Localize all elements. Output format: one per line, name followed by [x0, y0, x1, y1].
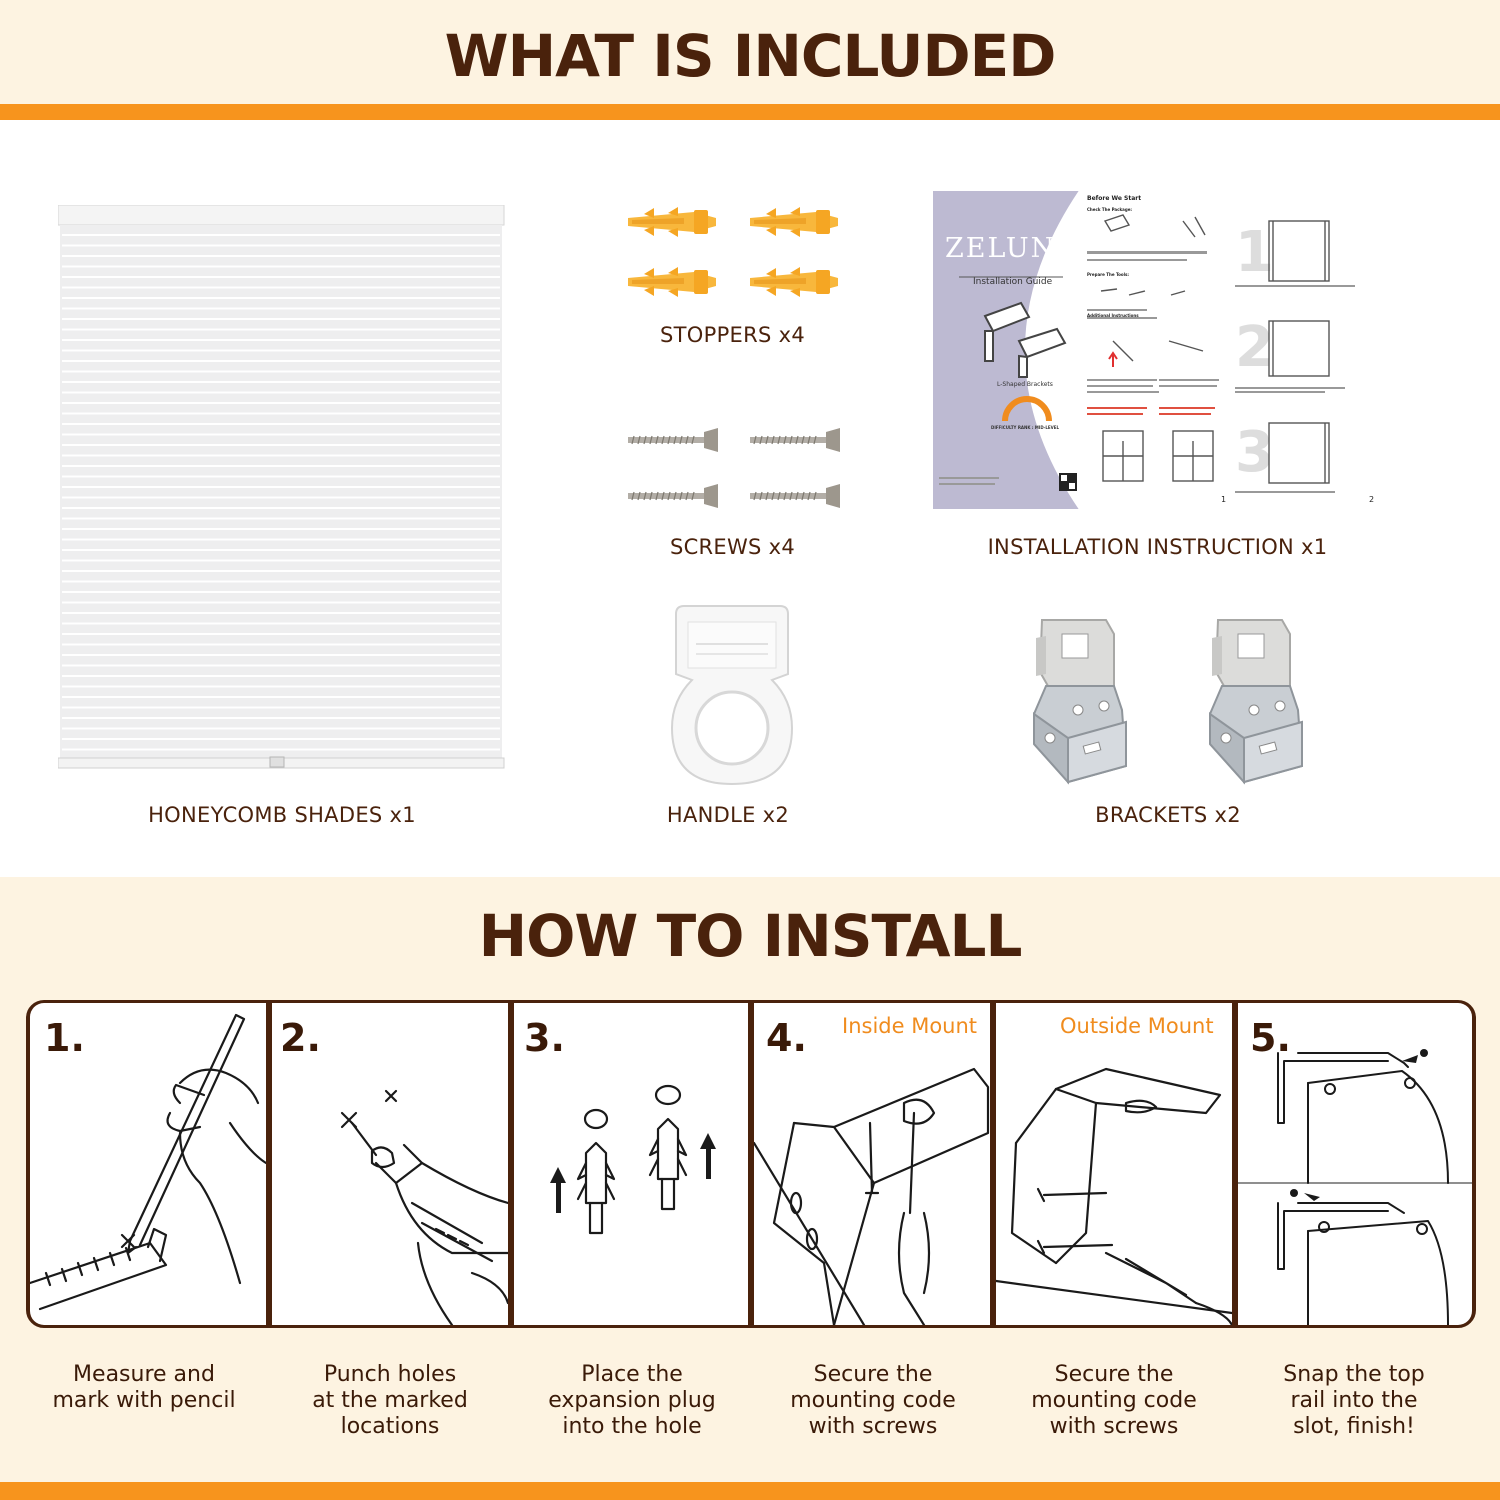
step-1-number: 1. — [44, 1016, 85, 1060]
step-4-outside-caption: Secure the mounting code with screws — [1031, 1362, 1197, 1439]
stoppers-image — [620, 200, 850, 300]
svg-text:1: 1 — [1235, 220, 1274, 285]
step-5-caption: Snap the top rail into the slot, finish! — [1283, 1362, 1425, 1439]
step-4-number: 4. — [766, 1016, 807, 1060]
honeycomb-shade-image — [58, 205, 506, 771]
step-4-outside-panel — [996, 1003, 1232, 1325]
handle-label: HANDLE x2 — [666, 803, 790, 827]
svg-text:2: 2 — [1235, 315, 1274, 380]
install-title: HOW TO INSTALL — [478, 902, 1022, 970]
stoppers-label: STOPPERS x4 — [660, 323, 805, 347]
shades-label: HONEYCOMB SHADES x1 — [148, 803, 416, 827]
step-4-inside-caption: Secure the mounting code with screws — [790, 1362, 956, 1439]
step-5-number: 5. — [1250, 1016, 1291, 1060]
instruction-label: INSTALLATION INSTRUCTION x1 — [987, 535, 1328, 559]
manual-bracket-caption: L-Shaped Brackets — [997, 381, 1053, 388]
brackets-label: BRACKETS x2 — [1095, 803, 1241, 827]
manual-subtitle: Installation Guide — [973, 277, 1053, 287]
included-title: WHAT IS INCLUDED — [444, 22, 1056, 90]
step-3-number: 3. — [524, 1016, 565, 1060]
manual-check-package: Check The Package: — [1087, 207, 1133, 212]
step-2-number: 2. — [280, 1016, 321, 1060]
manual-brand: ZELUNA — [945, 233, 1078, 264]
manual-before-start: Before We Start — [1087, 195, 1142, 202]
step-1-caption: Measure and mark with pencil — [52, 1362, 236, 1413]
footer-orange-bar — [0, 1482, 1500, 1500]
manual-additional: Additional Instructions — [1087, 313, 1139, 318]
brackets-image — [1006, 614, 1326, 790]
manual-page-right: 2 — [1369, 495, 1375, 504]
outside-mount-illustration — [996, 1003, 1232, 1325]
installation-manual-image — [933, 191, 1381, 509]
screws-image — [624, 428, 844, 508]
manual-difficulty: DIFFICULTY RANK : MID-LEVEL — [991, 425, 1060, 430]
inside-mount-label: Inside Mount — [842, 1014, 978, 1038]
step-2-caption: Punch holes at the marked locations — [312, 1362, 468, 1439]
header-orange-bar — [0, 104, 1500, 120]
step-3-caption: Place the expansion plug into the hole — [548, 1362, 716, 1439]
manual-prepare-tools: Prepare The Tools: — [1087, 272, 1129, 277]
handle-image — [668, 604, 796, 788]
manual-page-left: 1 — [1221, 495, 1227, 504]
screws-label: SCREWS x4 — [669, 535, 796, 559]
outside-mount-label: Outside Mount — [1060, 1014, 1214, 1038]
svg-text:3: 3 — [1235, 420, 1274, 485]
